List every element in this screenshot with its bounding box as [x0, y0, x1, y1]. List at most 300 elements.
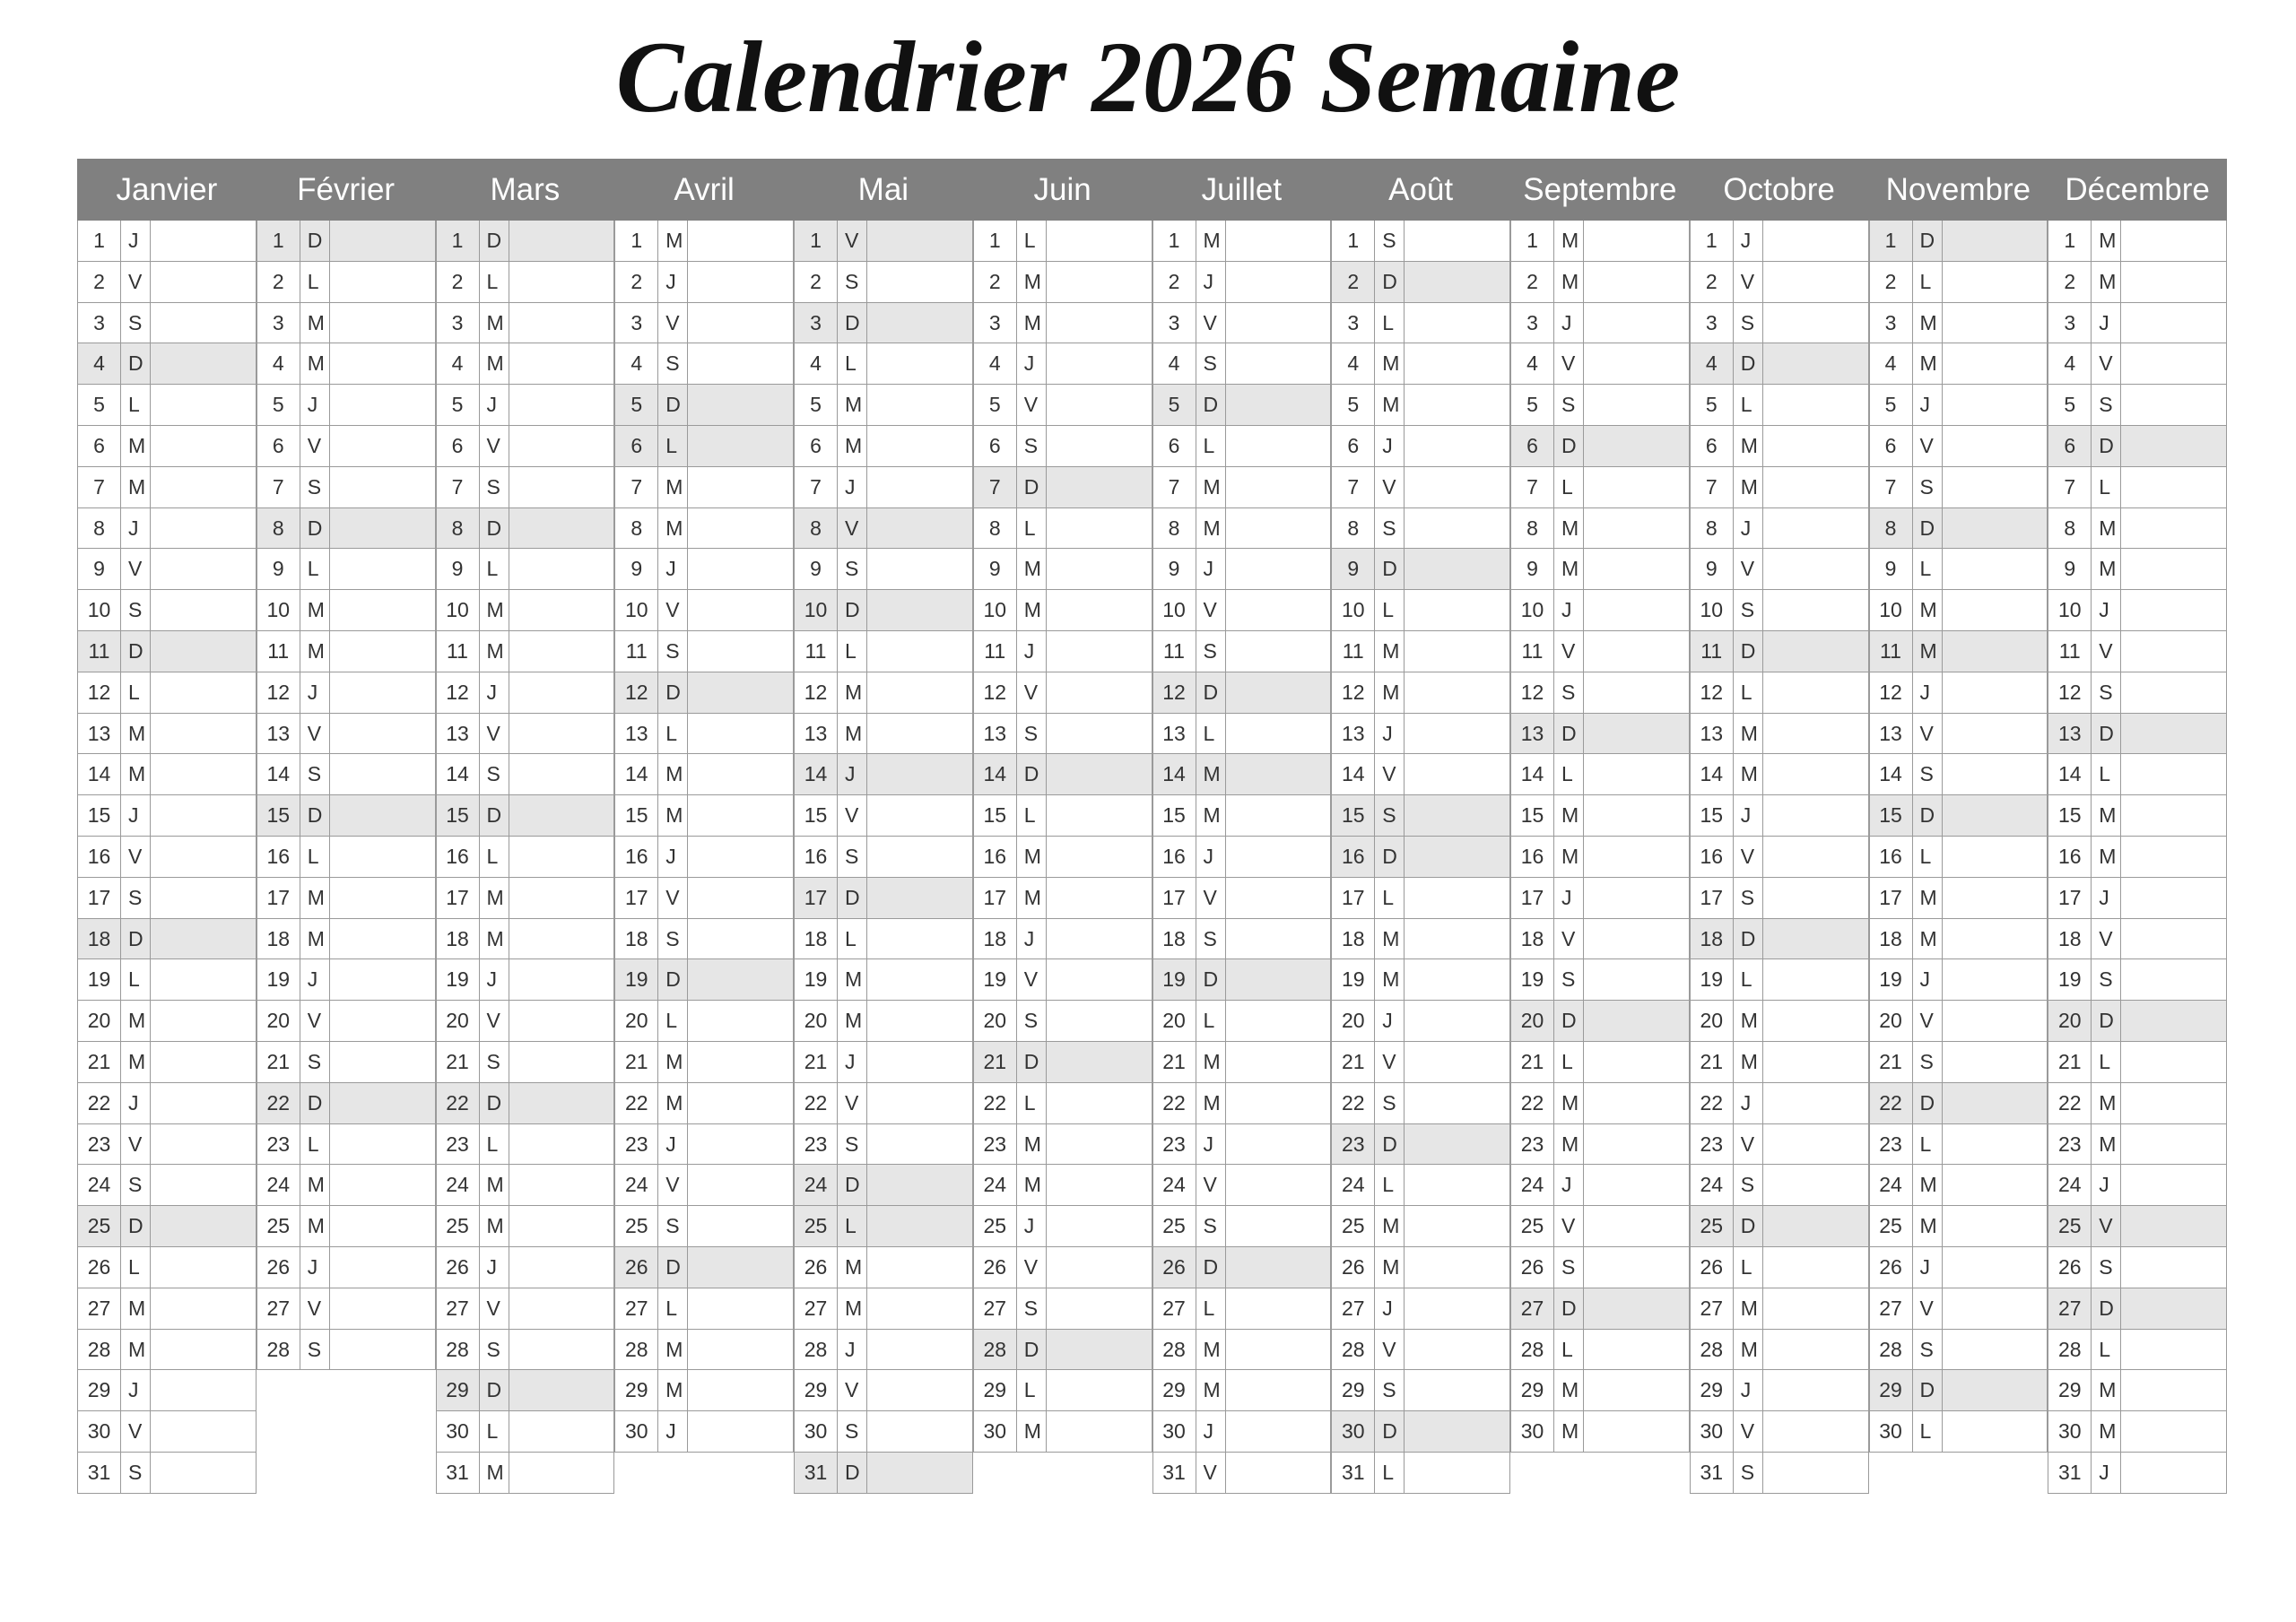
- note-cell[interactable]: [1405, 1330, 1510, 1371]
- note-cell[interactable]: [1405, 1411, 1510, 1453]
- note-cell[interactable]: [867, 1001, 973, 1042]
- note-cell[interactable]: [1943, 303, 2048, 344]
- note-cell[interactable]: [151, 1083, 257, 1124]
- note-cell[interactable]: [330, 878, 436, 919]
- note-cell[interactable]: [2121, 549, 2227, 590]
- note-cell[interactable]: [2121, 1453, 2227, 1494]
- note-cell[interactable]: [1226, 795, 1332, 837]
- note-cell[interactable]: [1763, 1411, 1869, 1453]
- note-cell[interactable]: [867, 1247, 973, 1288]
- note-cell[interactable]: [1405, 1001, 1510, 1042]
- note-cell[interactable]: [151, 221, 257, 262]
- note-cell[interactable]: [1405, 1206, 1510, 1247]
- note-cell[interactable]: [2121, 1330, 2227, 1371]
- note-cell[interactable]: [1226, 1370, 1332, 1411]
- note-cell[interactable]: [1763, 385, 1869, 426]
- note-cell[interactable]: [2121, 1370, 2227, 1411]
- note-cell[interactable]: [688, 672, 794, 714]
- note-cell[interactable]: [330, 343, 436, 385]
- note-cell[interactable]: [1584, 508, 1690, 550]
- note-cell[interactable]: [867, 631, 973, 672]
- note-cell[interactable]: [330, 1206, 436, 1247]
- note-cell[interactable]: [688, 837, 794, 878]
- note-cell[interactable]: [2121, 878, 2227, 919]
- note-cell[interactable]: [1226, 1411, 1332, 1453]
- note-cell[interactable]: [1047, 1411, 1152, 1453]
- note-cell[interactable]: [330, 221, 436, 262]
- note-cell[interactable]: [330, 303, 436, 344]
- note-cell[interactable]: [1405, 1247, 1510, 1288]
- note-cell[interactable]: [688, 631, 794, 672]
- note-cell[interactable]: [1763, 837, 1869, 878]
- note-cell[interactable]: [1226, 467, 1332, 508]
- note-cell[interactable]: [1047, 1083, 1152, 1124]
- note-cell[interactable]: [2121, 262, 2227, 303]
- note-cell[interactable]: [1226, 1165, 1332, 1206]
- note-cell[interactable]: [867, 1330, 973, 1371]
- note-cell[interactable]: [1763, 1206, 1869, 1247]
- note-cell[interactable]: [1226, 385, 1332, 426]
- note-cell[interactable]: [1584, 385, 1690, 426]
- note-cell[interactable]: [151, 1042, 257, 1083]
- note-cell[interactable]: [688, 221, 794, 262]
- note-cell[interactable]: [1943, 1042, 2048, 1083]
- note-cell[interactable]: [867, 1288, 973, 1330]
- note-cell[interactable]: [867, 1206, 973, 1247]
- note-cell[interactable]: [1047, 1247, 1152, 1288]
- note-cell[interactable]: [1047, 1330, 1152, 1371]
- note-cell[interactable]: [1584, 1124, 1690, 1166]
- note-cell[interactable]: [151, 590, 257, 631]
- note-cell[interactable]: [151, 1370, 257, 1411]
- note-cell[interactable]: [867, 549, 973, 590]
- note-cell[interactable]: [1584, 590, 1690, 631]
- note-cell[interactable]: [1226, 919, 1332, 960]
- note-cell[interactable]: [1763, 1288, 1869, 1330]
- note-cell[interactable]: [2121, 590, 2227, 631]
- note-cell[interactable]: [509, 1206, 615, 1247]
- note-cell[interactable]: [1405, 221, 1510, 262]
- note-cell[interactable]: [2121, 508, 2227, 550]
- note-cell[interactable]: [1405, 1124, 1510, 1166]
- note-cell[interactable]: [1943, 1165, 2048, 1206]
- note-cell[interactable]: [1763, 878, 1869, 919]
- note-cell[interactable]: [688, 1411, 794, 1453]
- note-cell[interactable]: [1584, 343, 1690, 385]
- note-cell[interactable]: [1584, 303, 1690, 344]
- note-cell[interactable]: [509, 1453, 615, 1494]
- note-cell[interactable]: [330, 262, 436, 303]
- note-cell[interactable]: [1226, 1042, 1332, 1083]
- note-cell[interactable]: [1943, 919, 2048, 960]
- note-cell[interactable]: [1763, 343, 1869, 385]
- note-cell[interactable]: [509, 1247, 615, 1288]
- note-cell[interactable]: [867, 1411, 973, 1453]
- note-cell[interactable]: [867, 221, 973, 262]
- note-cell[interactable]: [1405, 837, 1510, 878]
- note-cell[interactable]: [1405, 1083, 1510, 1124]
- note-cell[interactable]: [867, 1453, 973, 1494]
- note-cell[interactable]: [1226, 590, 1332, 631]
- note-cell[interactable]: [509, 631, 615, 672]
- note-cell[interactable]: [688, 1083, 794, 1124]
- note-cell[interactable]: [330, 1165, 436, 1206]
- note-cell[interactable]: [1584, 1083, 1690, 1124]
- note-cell[interactable]: [1047, 549, 1152, 590]
- note-cell[interactable]: [2121, 919, 2227, 960]
- note-cell[interactable]: [509, 508, 615, 550]
- note-cell[interactable]: [151, 549, 257, 590]
- note-cell[interactable]: [688, 1247, 794, 1288]
- note-cell[interactable]: [1405, 878, 1510, 919]
- note-cell[interactable]: [1943, 1411, 2048, 1453]
- note-cell[interactable]: [1943, 672, 2048, 714]
- note-cell[interactable]: [1943, 795, 2048, 837]
- note-cell[interactable]: [509, 1124, 615, 1166]
- note-cell[interactable]: [1405, 672, 1510, 714]
- note-cell[interactable]: [688, 1001, 794, 1042]
- note-cell[interactable]: [151, 262, 257, 303]
- note-cell[interactable]: [509, 590, 615, 631]
- note-cell[interactable]: [1047, 754, 1152, 795]
- note-cell[interactable]: [509, 714, 615, 755]
- note-cell[interactable]: [1405, 795, 1510, 837]
- note-cell[interactable]: [151, 1001, 257, 1042]
- note-cell[interactable]: [688, 959, 794, 1001]
- note-cell[interactable]: [1047, 343, 1152, 385]
- note-cell[interactable]: [867, 426, 973, 467]
- note-cell[interactable]: [151, 508, 257, 550]
- note-cell[interactable]: [151, 1247, 257, 1288]
- note-cell[interactable]: [688, 343, 794, 385]
- note-cell[interactable]: [867, 714, 973, 755]
- note-cell[interactable]: [1047, 631, 1152, 672]
- note-cell[interactable]: [1047, 672, 1152, 714]
- note-cell[interactable]: [2121, 221, 2227, 262]
- note-cell[interactable]: [1943, 426, 2048, 467]
- note-cell[interactable]: [1943, 754, 2048, 795]
- note-cell[interactable]: [1943, 1124, 2048, 1166]
- note-cell[interactable]: [1047, 1206, 1152, 1247]
- note-cell[interactable]: [2121, 1083, 2227, 1124]
- note-cell[interactable]: [509, 262, 615, 303]
- note-cell[interactable]: [151, 878, 257, 919]
- note-cell[interactable]: [151, 1165, 257, 1206]
- note-cell[interactable]: [1584, 1001, 1690, 1042]
- note-cell[interactable]: [1584, 221, 1690, 262]
- note-cell[interactable]: [1405, 1453, 1510, 1494]
- note-cell[interactable]: [330, 385, 436, 426]
- note-cell[interactable]: [1584, 1247, 1690, 1288]
- note-cell[interactable]: [151, 714, 257, 755]
- note-cell[interactable]: [1584, 1042, 1690, 1083]
- note-cell[interactable]: [2121, 1411, 2227, 1453]
- note-cell[interactable]: [509, 343, 615, 385]
- note-cell[interactable]: [867, 837, 973, 878]
- note-cell[interactable]: [1763, 1453, 1869, 1494]
- note-cell[interactable]: [1047, 1165, 1152, 1206]
- note-cell[interactable]: [688, 467, 794, 508]
- note-cell[interactable]: [688, 1165, 794, 1206]
- note-cell[interactable]: [2121, 343, 2227, 385]
- note-cell[interactable]: [688, 1370, 794, 1411]
- note-cell[interactable]: [1943, 631, 2048, 672]
- note-cell[interactable]: [2121, 754, 2227, 795]
- note-cell[interactable]: [1943, 837, 2048, 878]
- note-cell[interactable]: [509, 1370, 615, 1411]
- note-cell[interactable]: [1047, 221, 1152, 262]
- note-cell[interactable]: [1943, 1001, 2048, 1042]
- note-cell[interactable]: [1943, 1083, 2048, 1124]
- note-cell[interactable]: [1584, 1165, 1690, 1206]
- note-cell[interactable]: [867, 508, 973, 550]
- note-cell[interactable]: [1584, 672, 1690, 714]
- note-cell[interactable]: [867, 959, 973, 1001]
- note-cell[interactable]: [1763, 1165, 1869, 1206]
- note-cell[interactable]: [1763, 303, 1869, 344]
- note-cell[interactable]: [509, 1001, 615, 1042]
- note-cell[interactable]: [330, 959, 436, 1001]
- note-cell[interactable]: [1226, 959, 1332, 1001]
- note-cell[interactable]: [867, 919, 973, 960]
- note-cell[interactable]: [867, 1083, 973, 1124]
- note-cell[interactable]: [330, 919, 436, 960]
- note-cell[interactable]: [1047, 508, 1152, 550]
- note-cell[interactable]: [1226, 878, 1332, 919]
- note-cell[interactable]: [688, 1330, 794, 1371]
- note-cell[interactable]: [1226, 1124, 1332, 1166]
- note-cell[interactable]: [330, 672, 436, 714]
- note-cell[interactable]: [330, 1083, 436, 1124]
- note-cell[interactable]: [1763, 1124, 1869, 1166]
- note-cell[interactable]: [1943, 385, 2048, 426]
- note-cell[interactable]: [2121, 672, 2227, 714]
- note-cell[interactable]: [2121, 303, 2227, 344]
- note-cell[interactable]: [867, 590, 973, 631]
- note-cell[interactable]: [1943, 343, 2048, 385]
- note-cell[interactable]: [330, 795, 436, 837]
- note-cell[interactable]: [1584, 1206, 1690, 1247]
- note-cell[interactable]: [151, 303, 257, 344]
- note-cell[interactable]: [330, 754, 436, 795]
- note-cell[interactable]: [1226, 343, 1332, 385]
- note-cell[interactable]: [151, 919, 257, 960]
- note-cell[interactable]: [1226, 1001, 1332, 1042]
- note-cell[interactable]: [1405, 590, 1510, 631]
- note-cell[interactable]: [1584, 631, 1690, 672]
- note-cell[interactable]: [1047, 878, 1152, 919]
- note-cell[interactable]: [1405, 1370, 1510, 1411]
- note-cell[interactable]: [509, 303, 615, 344]
- note-cell[interactable]: [330, 1001, 436, 1042]
- note-cell[interactable]: [509, 1083, 615, 1124]
- note-cell[interactable]: [330, 1042, 436, 1083]
- note-cell[interactable]: [1226, 426, 1332, 467]
- note-cell[interactable]: [2121, 467, 2227, 508]
- note-cell[interactable]: [2121, 959, 2227, 1001]
- note-cell[interactable]: [330, 549, 436, 590]
- note-cell[interactable]: [1763, 1330, 1869, 1371]
- note-cell[interactable]: [509, 959, 615, 1001]
- note-cell[interactable]: [1047, 1001, 1152, 1042]
- note-cell[interactable]: [1584, 467, 1690, 508]
- note-cell[interactable]: [1943, 508, 2048, 550]
- note-cell[interactable]: [1943, 714, 2048, 755]
- note-cell[interactable]: [1763, 754, 1869, 795]
- note-cell[interactable]: [151, 426, 257, 467]
- note-cell[interactable]: [867, 343, 973, 385]
- note-cell[interactable]: [151, 837, 257, 878]
- note-cell[interactable]: [1943, 221, 2048, 262]
- note-cell[interactable]: [867, 754, 973, 795]
- note-cell[interactable]: [688, 426, 794, 467]
- note-cell[interactable]: [1226, 262, 1332, 303]
- note-cell[interactable]: [509, 1042, 615, 1083]
- note-cell[interactable]: [1763, 1042, 1869, 1083]
- note-cell[interactable]: [688, 385, 794, 426]
- note-cell[interactable]: [1405, 1042, 1510, 1083]
- note-cell[interactable]: [1226, 1288, 1332, 1330]
- note-cell[interactable]: [1584, 714, 1690, 755]
- note-cell[interactable]: [509, 221, 615, 262]
- note-cell[interactable]: [1584, 837, 1690, 878]
- note-cell[interactable]: [509, 1165, 615, 1206]
- note-cell[interactable]: [1047, 714, 1152, 755]
- note-cell[interactable]: [1226, 631, 1332, 672]
- note-cell[interactable]: [688, 1124, 794, 1166]
- note-cell[interactable]: [1226, 754, 1332, 795]
- note-cell[interactable]: [1405, 714, 1510, 755]
- note-cell[interactable]: [1405, 549, 1510, 590]
- note-cell[interactable]: [2121, 1042, 2227, 1083]
- note-cell[interactable]: [151, 1288, 257, 1330]
- note-cell[interactable]: [1047, 590, 1152, 631]
- note-cell[interactable]: [867, 1165, 973, 1206]
- note-cell[interactable]: [1763, 959, 1869, 1001]
- note-cell[interactable]: [1763, 467, 1869, 508]
- note-cell[interactable]: [1584, 878, 1690, 919]
- note-cell[interactable]: [867, 672, 973, 714]
- note-cell[interactable]: [1943, 878, 2048, 919]
- note-cell[interactable]: [2121, 385, 2227, 426]
- note-cell[interactable]: [1226, 303, 1332, 344]
- note-cell[interactable]: [1047, 385, 1152, 426]
- note-cell[interactable]: [509, 1330, 615, 1371]
- note-cell[interactable]: [151, 1453, 257, 1494]
- note-cell[interactable]: [509, 795, 615, 837]
- note-cell[interactable]: [1226, 714, 1332, 755]
- note-cell[interactable]: [1226, 1247, 1332, 1288]
- note-cell[interactable]: [151, 385, 257, 426]
- note-cell[interactable]: [867, 1124, 973, 1166]
- note-cell[interactable]: [151, 795, 257, 837]
- note-cell[interactable]: [2121, 1206, 2227, 1247]
- note-cell[interactable]: [867, 385, 973, 426]
- note-cell[interactable]: [509, 385, 615, 426]
- note-cell[interactable]: [509, 467, 615, 508]
- note-cell[interactable]: [1584, 549, 1690, 590]
- note-cell[interactable]: [1047, 426, 1152, 467]
- note-cell[interactable]: [509, 837, 615, 878]
- note-cell[interactable]: [330, 467, 436, 508]
- note-cell[interactable]: [330, 1247, 436, 1288]
- note-cell[interactable]: [867, 878, 973, 919]
- note-cell[interactable]: [1763, 919, 1869, 960]
- note-cell[interactable]: [1584, 426, 1690, 467]
- note-cell[interactable]: [867, 1042, 973, 1083]
- note-cell[interactable]: [1047, 919, 1152, 960]
- note-cell[interactable]: [330, 837, 436, 878]
- note-cell[interactable]: [688, 1288, 794, 1330]
- note-cell[interactable]: [1584, 1330, 1690, 1371]
- note-cell[interactable]: [1584, 1370, 1690, 1411]
- note-cell[interactable]: [1763, 508, 1869, 550]
- note-cell[interactable]: [867, 795, 973, 837]
- note-cell[interactable]: [1584, 919, 1690, 960]
- note-cell[interactable]: [1763, 1083, 1869, 1124]
- note-cell[interactable]: [1943, 1370, 2048, 1411]
- note-cell[interactable]: [151, 959, 257, 1001]
- note-cell[interactable]: [1584, 1411, 1690, 1453]
- note-cell[interactable]: [867, 467, 973, 508]
- note-cell[interactable]: [1763, 795, 1869, 837]
- note-cell[interactable]: [509, 1411, 615, 1453]
- note-cell[interactable]: [867, 262, 973, 303]
- note-cell[interactable]: [1763, 672, 1869, 714]
- note-cell[interactable]: [1943, 549, 2048, 590]
- note-cell[interactable]: [688, 754, 794, 795]
- note-cell[interactable]: [688, 1042, 794, 1083]
- note-cell[interactable]: [867, 1370, 973, 1411]
- note-cell[interactable]: [151, 1206, 257, 1247]
- note-cell[interactable]: [1405, 385, 1510, 426]
- note-cell[interactable]: [1047, 303, 1152, 344]
- note-cell[interactable]: [1943, 1247, 2048, 1288]
- note-cell[interactable]: [688, 590, 794, 631]
- note-cell[interactable]: [1226, 1330, 1332, 1371]
- note-cell[interactable]: [1047, 1042, 1152, 1083]
- note-cell[interactable]: [688, 919, 794, 960]
- note-cell[interactable]: [151, 467, 257, 508]
- note-cell[interactable]: [1943, 262, 2048, 303]
- note-cell[interactable]: [1405, 262, 1510, 303]
- note-cell[interactable]: [151, 631, 257, 672]
- note-cell[interactable]: [688, 508, 794, 550]
- note-cell[interactable]: [2121, 714, 2227, 755]
- note-cell[interactable]: [330, 426, 436, 467]
- note-cell[interactable]: [2121, 1247, 2227, 1288]
- note-cell[interactable]: [509, 754, 615, 795]
- note-cell[interactable]: [151, 1330, 257, 1371]
- note-cell[interactable]: [1226, 1206, 1332, 1247]
- note-cell[interactable]: [2121, 1124, 2227, 1166]
- note-cell[interactable]: [1047, 795, 1152, 837]
- note-cell[interactable]: [1763, 426, 1869, 467]
- note-cell[interactable]: [1047, 1370, 1152, 1411]
- note-cell[interactable]: [1943, 1330, 2048, 1371]
- note-cell[interactable]: [2121, 1165, 2227, 1206]
- note-cell[interactable]: [330, 1124, 436, 1166]
- note-cell[interactable]: [2121, 795, 2227, 837]
- note-cell[interactable]: [1226, 672, 1332, 714]
- note-cell[interactable]: [1763, 1247, 1869, 1288]
- note-cell[interactable]: [688, 878, 794, 919]
- note-cell[interactable]: [509, 672, 615, 714]
- note-cell[interactable]: [330, 590, 436, 631]
- note-cell[interactable]: [1584, 795, 1690, 837]
- note-cell[interactable]: [1943, 467, 2048, 508]
- note-cell[interactable]: [509, 426, 615, 467]
